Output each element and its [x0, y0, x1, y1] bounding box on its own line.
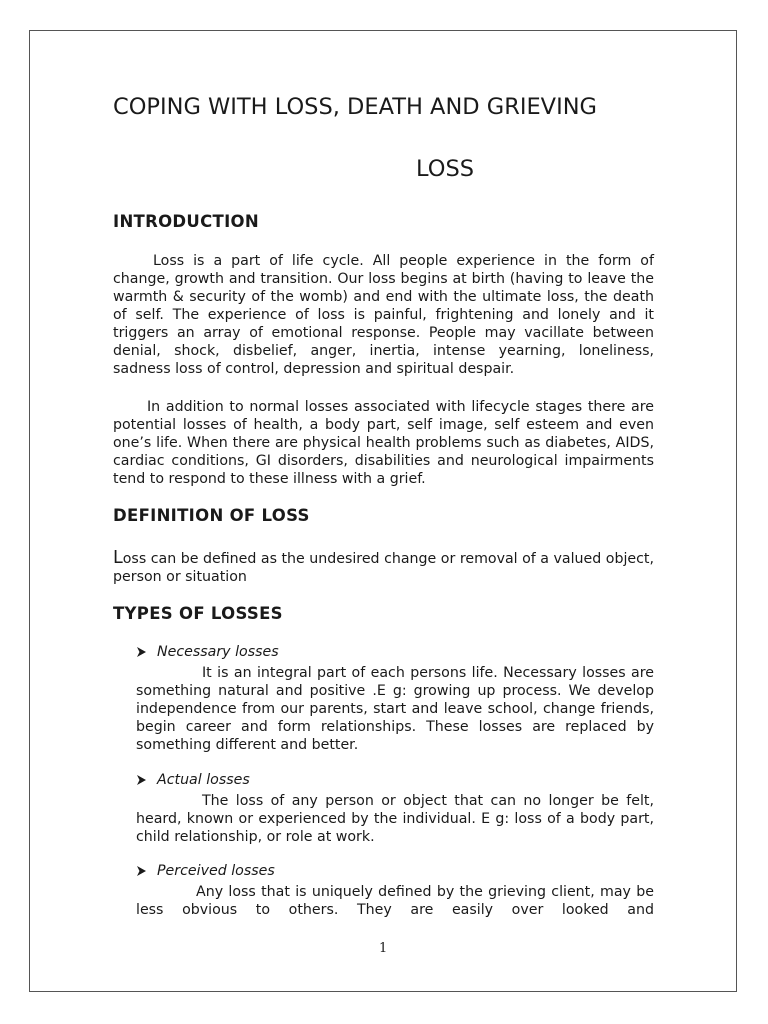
page-number: 1 — [379, 941, 388, 956]
bullet-text-perceived: Any loss that is uniquely defined by the grieving client, may be less obvious to others. They are easily over looked and — [136, 884, 654, 918]
introduction-heading: INTRODUCTION — [113, 212, 259, 231]
bullet-text-necessary: It is an integral part of each persons life. Necessary losses are something natural and positive .E g: growing up process. We develop independence from our parents, start and leave school, change friends, begin career and form relationships. These losses are replaced by something different and better. — [136, 665, 654, 753]
arrowhead-bullet-icon — [136, 646, 147, 658]
types-heading: TYPES OF LOSSES — [113, 604, 283, 623]
document-title: COPING WITH LOSS, DEATH AND GRIEVING — [113, 94, 597, 120]
definition-heading: DEFINITION OF LOSS — [113, 506, 310, 525]
definition-drop-letter: L — [113, 548, 123, 568]
arrowhead-bullet-icon — [136, 774, 147, 786]
list-item — [136, 772, 250, 788]
document-subtitle: LOSS — [416, 156, 475, 182]
bullet-label-necessary: Necessary losses — [157, 644, 279, 660]
definition-text: oss can be defined as the undesired change or removal of a valued object, person or situation — [113, 551, 654, 585]
definition-paragraph — [113, 549, 654, 586]
list-item — [136, 863, 275, 879]
introduction-paragraph-1: Loss is a part of life cycle. All people experience in the form of change, growth and transition. Our loss begins at birth (having to leave the warmth & security of the womb) and end with the ultimate loss, the death of self. The experience of loss is painful, frightening and lonely and it triggers an array of emotional response. People may vacillate between denial, shock, disbelief, anger, inertia, intense yearning, loneliness, sadness loss of control, depression and spiritual despair. — [113, 253, 654, 377]
introduction-paragraph-2: In addition to normal losses associated with lifecycle stages there are potential losses of health, a body part, self image, self esteem and even one’s life. When there are physical health problems such as diabetes, AIDS, cardiac conditions, GI disorders, disabilities and neurological impairments tend to respond to these illness with a grief. — [113, 399, 654, 487]
list-item — [136, 644, 279, 660]
bullet-text-actual: The loss of any person or object that can no longer be felt, heard, known or experienced by the individual. E g: loss of a body part, child relationship, or role at work. — [136, 793, 654, 845]
bullet-label-perceived: Perceived losses — [157, 863, 275, 879]
bullet-label-actual: Actual losses — [157, 772, 250, 788]
arrowhead-bullet-icon — [136, 865, 147, 877]
